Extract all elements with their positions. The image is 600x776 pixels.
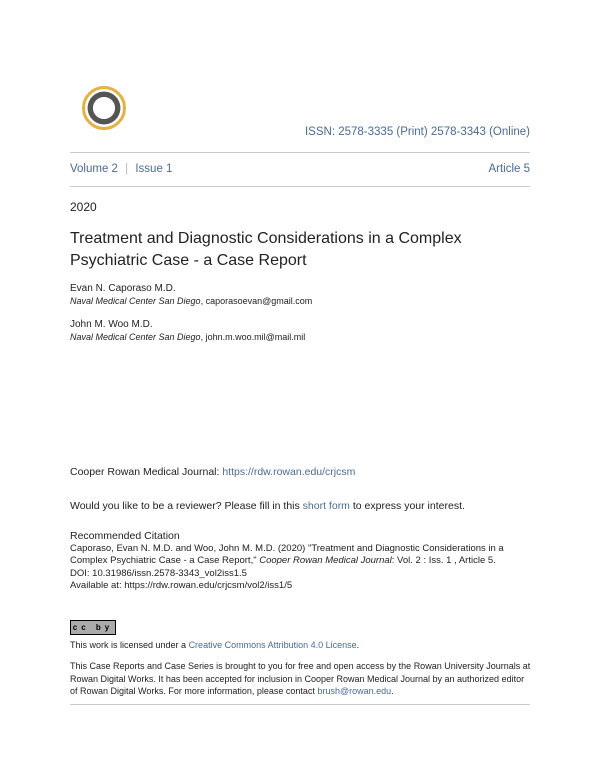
citation-doi: DOI: 10.31986/issn.2578-3343_vol2iss1.5	[70, 567, 247, 579]
citation-journal: Cooper Rowan Medical Journal	[259, 555, 392, 566]
author-affiliation: Naval Medical Center San Diego	[70, 332, 201, 342]
journal-url-link[interactable]: https://rdw.rowan.edu/crjcsm	[222, 466, 356, 478]
reviewer-text-end: to express your interest.	[349, 500, 465, 512]
citation-heading: Recommended Citation	[70, 530, 180, 542]
citation-text: Caporaso, Evan N. M.D. and Woo, John M. M.D. (2020) "Treatment and Diagnostic Considerations in a Complex Psychiatric Case - a Case Report,"	[70, 542, 504, 566]
contact-email-link[interactable]: brush@rowan.edu	[317, 686, 392, 696]
issue-link[interactable]: Issue 1	[135, 163, 173, 175]
cc-by-label: cc by	[72, 623, 114, 632]
author-email[interactable]: , john.m.woo.mil@mail.mil	[200, 332, 306, 342]
author-affiliation: Naval Medical Center San Diego	[70, 296, 201, 306]
cc-license-link[interactable]: Creative Commons Attribution 4.0 License	[188, 640, 357, 650]
footer-period: .	[391, 686, 394, 696]
divider	[70, 152, 530, 153]
article-title: Treatment and Diagnostic Considerations in a Complex Psychiatric Case - a Case Report	[70, 230, 462, 269]
citation-available: Available at: https://rdw.rowan.edu/crjcsm/vol2/iss1/5	[70, 580, 293, 591]
year: 2020	[70, 200, 97, 214]
short-form-link[interactable]: short form	[302, 500, 350, 512]
issn: ISSN: 2578-3335 (Print) 2578-3343 (Online)	[304, 126, 530, 138]
volume-link[interactable]: Volume 2	[70, 163, 118, 175]
author-email[interactable]: , caporasoevan@gmail.com	[200, 296, 313, 306]
journal-label: Cooper Rowan Medical Journal:	[70, 466, 223, 478]
divider	[70, 704, 530, 705]
journal-logo	[82, 86, 126, 130]
license-period: .	[356, 640, 360, 650]
author-name: Evan N. Caporaso M.D.	[70, 283, 176, 294]
divider	[70, 186, 530, 187]
citation-volume: : Vol. 2 : Iss. 1 , Article 5.	[391, 555, 496, 566]
footer-text: This Case Reports and Case Series is brought to you for free and open access by the Rowan University Journals at Rowan Digital Works. It has been accepted for inclusion in Cooper Rowan Medical Journal by an authorized editor of Rowan Digital Works. For more information, please contact	[70, 661, 531, 696]
reviewer-text: Would you like to be a reviewer? Please fill in this	[70, 500, 303, 512]
cc-by-badge[interactable]	[70, 620, 116, 635]
cover-page: ISSN: 2578-3335 (Print) 2578-3343 (Online) Volume 2 | Issue 1 Article 5 2020 Treatment and Diagnostic Considerations in a Complex Psychiatric Case - a Case Report Evan N. Caporaso M.D. Naval Medical Center San Diego, caporasoevan@gmail.com John M. Woo M.D. Naval Medical Center San Diego, john.m.woo.mil@mail.mil Cooper Rowan Medical Journal: https://rdw.rowan.edu/crjcsm Would you like to be a reviewer? Please fill in this short form to express your interest. Recommended Citation Caporaso, Evan N. M.D. and Woo, John M. M.D. (2020) "Treatment and Diagnostic Considerations in a Complex Psychiatric Case - a Case Report," Cooper Rowan Medical Journal: Vol. 2 : Iss. 1 , Article 5. DOI: 10.31986/issn.2578-3343_vol2iss1.5 Available at: https://rdw.rowan.edu/crjcsm/vol2/iss1/5 cc by This work is licensed under a Creative Commons Attribution 4.0 License. This Case Reports and Case Series is brought to you for free and open access by the Rowan University Journals at Rowan Digital Works. It has been accepted for inclusion in Cooper Rowan Medical Journal by an authorized editor of Rowan Digital Works. For more information, please contact brush@rowan.edu.	[0, 0, 600, 776]
article-link[interactable]: Article 5	[488, 163, 530, 175]
license-text: This work is licensed under a	[70, 640, 189, 650]
author-name: John M. Woo M.D.	[70, 319, 153, 330]
